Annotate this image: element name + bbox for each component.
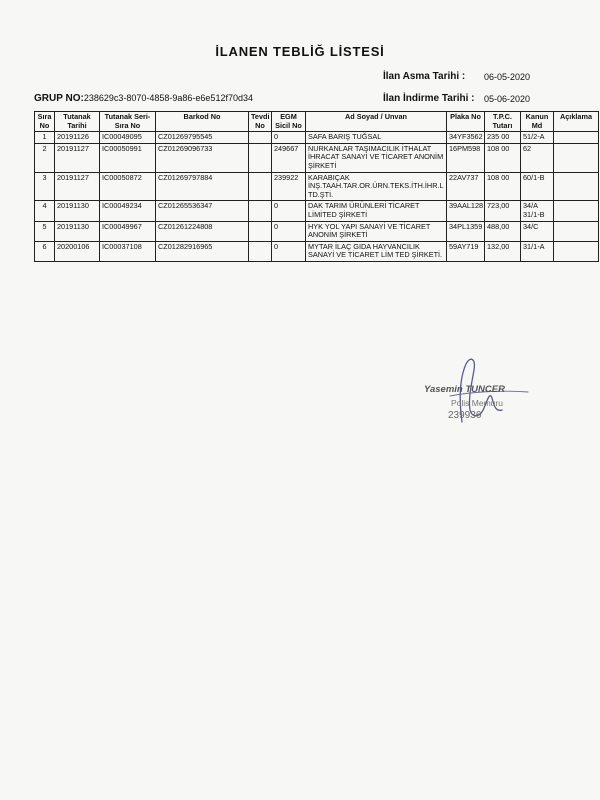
cell-kanun: 34/A 31/1-B bbox=[521, 201, 554, 221]
cell-plaka: 16PM598 bbox=[447, 143, 485, 172]
table-row bbox=[35, 241, 599, 261]
column-header: Tutanak Seri-Sıra No bbox=[100, 112, 156, 132]
cell-tutar: 108 00 bbox=[485, 172, 521, 201]
cell-ad: KARABIÇAK İNŞ.TAAH.TAR.OR.ÜRN.TEKS.İTH.İHR.LTD.ŞTİ. bbox=[306, 172, 447, 201]
cell-tarih: 20191130 bbox=[55, 221, 100, 241]
cell-barkod: CZ01269795545 bbox=[156, 132, 249, 144]
cell-plaka: 34PL1359 bbox=[447, 221, 485, 241]
cell-tevdi bbox=[249, 143, 272, 172]
cell-aciklama bbox=[554, 201, 599, 221]
ilan-indirme-value: 05-06-2020 bbox=[484, 94, 531, 104]
cell-seri: IC00037108 bbox=[100, 241, 156, 261]
cell-aciklama bbox=[554, 143, 599, 172]
column-header: Sıra No bbox=[35, 112, 55, 132]
cell-egm: 0 bbox=[272, 241, 306, 261]
cell-tutar: 108 00 bbox=[485, 143, 521, 172]
column-header: Tutanak Tarihi bbox=[55, 112, 100, 132]
teblig-table bbox=[34, 111, 599, 262]
cell-sira: 1 bbox=[35, 132, 55, 144]
cell-aciklama bbox=[554, 132, 599, 144]
column-header: Barkod No bbox=[156, 112, 249, 132]
cell-seri: IC00049967 bbox=[100, 221, 156, 241]
cell-ad: NURKANLAR TAŞIMACILIK İTHALAT İHRACAT SANAYİ VE TİCARET ANONİM ŞİRKETİ bbox=[306, 143, 447, 172]
cell-ad: MYTAR İLAÇ GIDA HAYVANCILIK SANAYİ VE TİCARET LİM TED ŞİRKETİ. bbox=[306, 241, 447, 261]
cell-seri: IC00049234 bbox=[100, 201, 156, 221]
column-header: Açıklama bbox=[554, 112, 599, 132]
signature-name: Yasemin TUNCER bbox=[424, 384, 505, 395]
cell-tutar: 132,00 bbox=[485, 241, 521, 261]
column-header: Kanun Md bbox=[521, 112, 554, 132]
page-title: İLANEN TEBLİĞ LİSTESİ bbox=[215, 44, 385, 59]
cell-ad: DAK TARIM ÜRÜNLERİ TİCARET LİMİTED ŞİRKETİ bbox=[306, 201, 447, 221]
cell-seri: IC00049095 bbox=[100, 132, 156, 144]
table-row bbox=[35, 221, 599, 241]
cell-plaka: 59AY719 bbox=[447, 241, 485, 261]
cell-egm: 0 bbox=[272, 221, 306, 241]
cell-aciklama bbox=[554, 221, 599, 241]
signature-number: 239936 bbox=[448, 410, 482, 421]
cell-tevdi bbox=[249, 221, 272, 241]
column-header: EGM Sicil No bbox=[272, 112, 306, 132]
cell-tevdi bbox=[249, 241, 272, 261]
column-header: Tevdi No bbox=[249, 112, 272, 132]
grup-no bbox=[34, 93, 253, 104]
cell-aciklama bbox=[554, 241, 599, 261]
cell-ad: HYK YOL YAPI SANAYİ VE TİCARET ANONİM ŞİRKETİ bbox=[306, 221, 447, 241]
cell-barkod: CZ01261224808 bbox=[156, 221, 249, 241]
cell-barkod: CZ01282916965 bbox=[156, 241, 249, 261]
cell-tevdi bbox=[249, 201, 272, 221]
cell-egm: 239922 bbox=[272, 172, 306, 201]
table-row bbox=[35, 201, 599, 221]
cell-sira: 3 bbox=[35, 172, 55, 201]
cell-tarih: 20200106 bbox=[55, 241, 100, 261]
cell-sira: 6 bbox=[35, 241, 55, 261]
cell-kanun: 51/2-A bbox=[521, 132, 554, 144]
cell-aciklama bbox=[554, 172, 599, 201]
ilan-asma-value: 06-05-2020 bbox=[484, 72, 531, 82]
ilan-indirme-label: İlan İndirme Tarihi : bbox=[383, 93, 475, 104]
cell-plaka: 39AAL128 bbox=[447, 201, 485, 221]
table-header-row bbox=[35, 112, 599, 132]
cell-tevdi bbox=[249, 132, 272, 144]
cell-barkod: CZ01269096733 bbox=[156, 143, 249, 172]
cell-seri: IC00050872 bbox=[100, 172, 156, 201]
cell-kanun: 34/C bbox=[521, 221, 554, 241]
cell-plaka: 22AV737 bbox=[447, 172, 485, 201]
ilan-asma-label: İlan Asma Tarihi : bbox=[383, 71, 466, 82]
cell-tarih: 20191130 bbox=[55, 201, 100, 221]
column-header: T.P.C. Tutarı bbox=[485, 112, 521, 132]
cell-tutar: 723,00 bbox=[485, 201, 521, 221]
cell-egm: 249667 bbox=[272, 143, 306, 172]
column-header: Ad Soyad / Unvan bbox=[306, 112, 447, 132]
cell-tarih: 20191127 bbox=[55, 172, 100, 201]
cell-barkod: CZ01269797884 bbox=[156, 172, 249, 201]
table-row bbox=[35, 172, 599, 201]
cell-seri: IC00050991 bbox=[100, 143, 156, 172]
cell-ad: SAFA BARIŞ TUĞSAL bbox=[306, 132, 447, 144]
cell-sira: 4 bbox=[35, 201, 55, 221]
cell-egm: 0 bbox=[272, 132, 306, 144]
cell-barkod: CZ01265536347 bbox=[156, 201, 249, 221]
column-header: Plaka No bbox=[447, 112, 485, 132]
cell-plaka: 34YF3562 bbox=[447, 132, 485, 144]
cell-tutar: 235 00 bbox=[485, 132, 521, 144]
grup-no-value: 238629c3-8070-4858-9a86-e6e512f70d34 bbox=[83, 93, 253, 103]
cell-tevdi bbox=[249, 172, 272, 201]
cell-egm: 0 bbox=[272, 201, 306, 221]
table-row bbox=[35, 132, 599, 144]
cell-sira: 5 bbox=[35, 221, 55, 241]
cell-sira: 2 bbox=[35, 143, 55, 172]
cell-tutar: 488,00 bbox=[485, 221, 521, 241]
grup-no-label: GRUP NO: bbox=[34, 93, 84, 104]
signature-title: Polis Memuru bbox=[451, 398, 503, 408]
cell-kanun: 60/1-B bbox=[521, 172, 554, 201]
cell-tarih: 20191127 bbox=[55, 143, 100, 172]
cell-tarih: 20191126 bbox=[55, 132, 100, 144]
cell-kanun: 31/1-A bbox=[521, 241, 554, 261]
table-row bbox=[35, 143, 599, 172]
cell-kanun: 62 bbox=[521, 143, 554, 172]
